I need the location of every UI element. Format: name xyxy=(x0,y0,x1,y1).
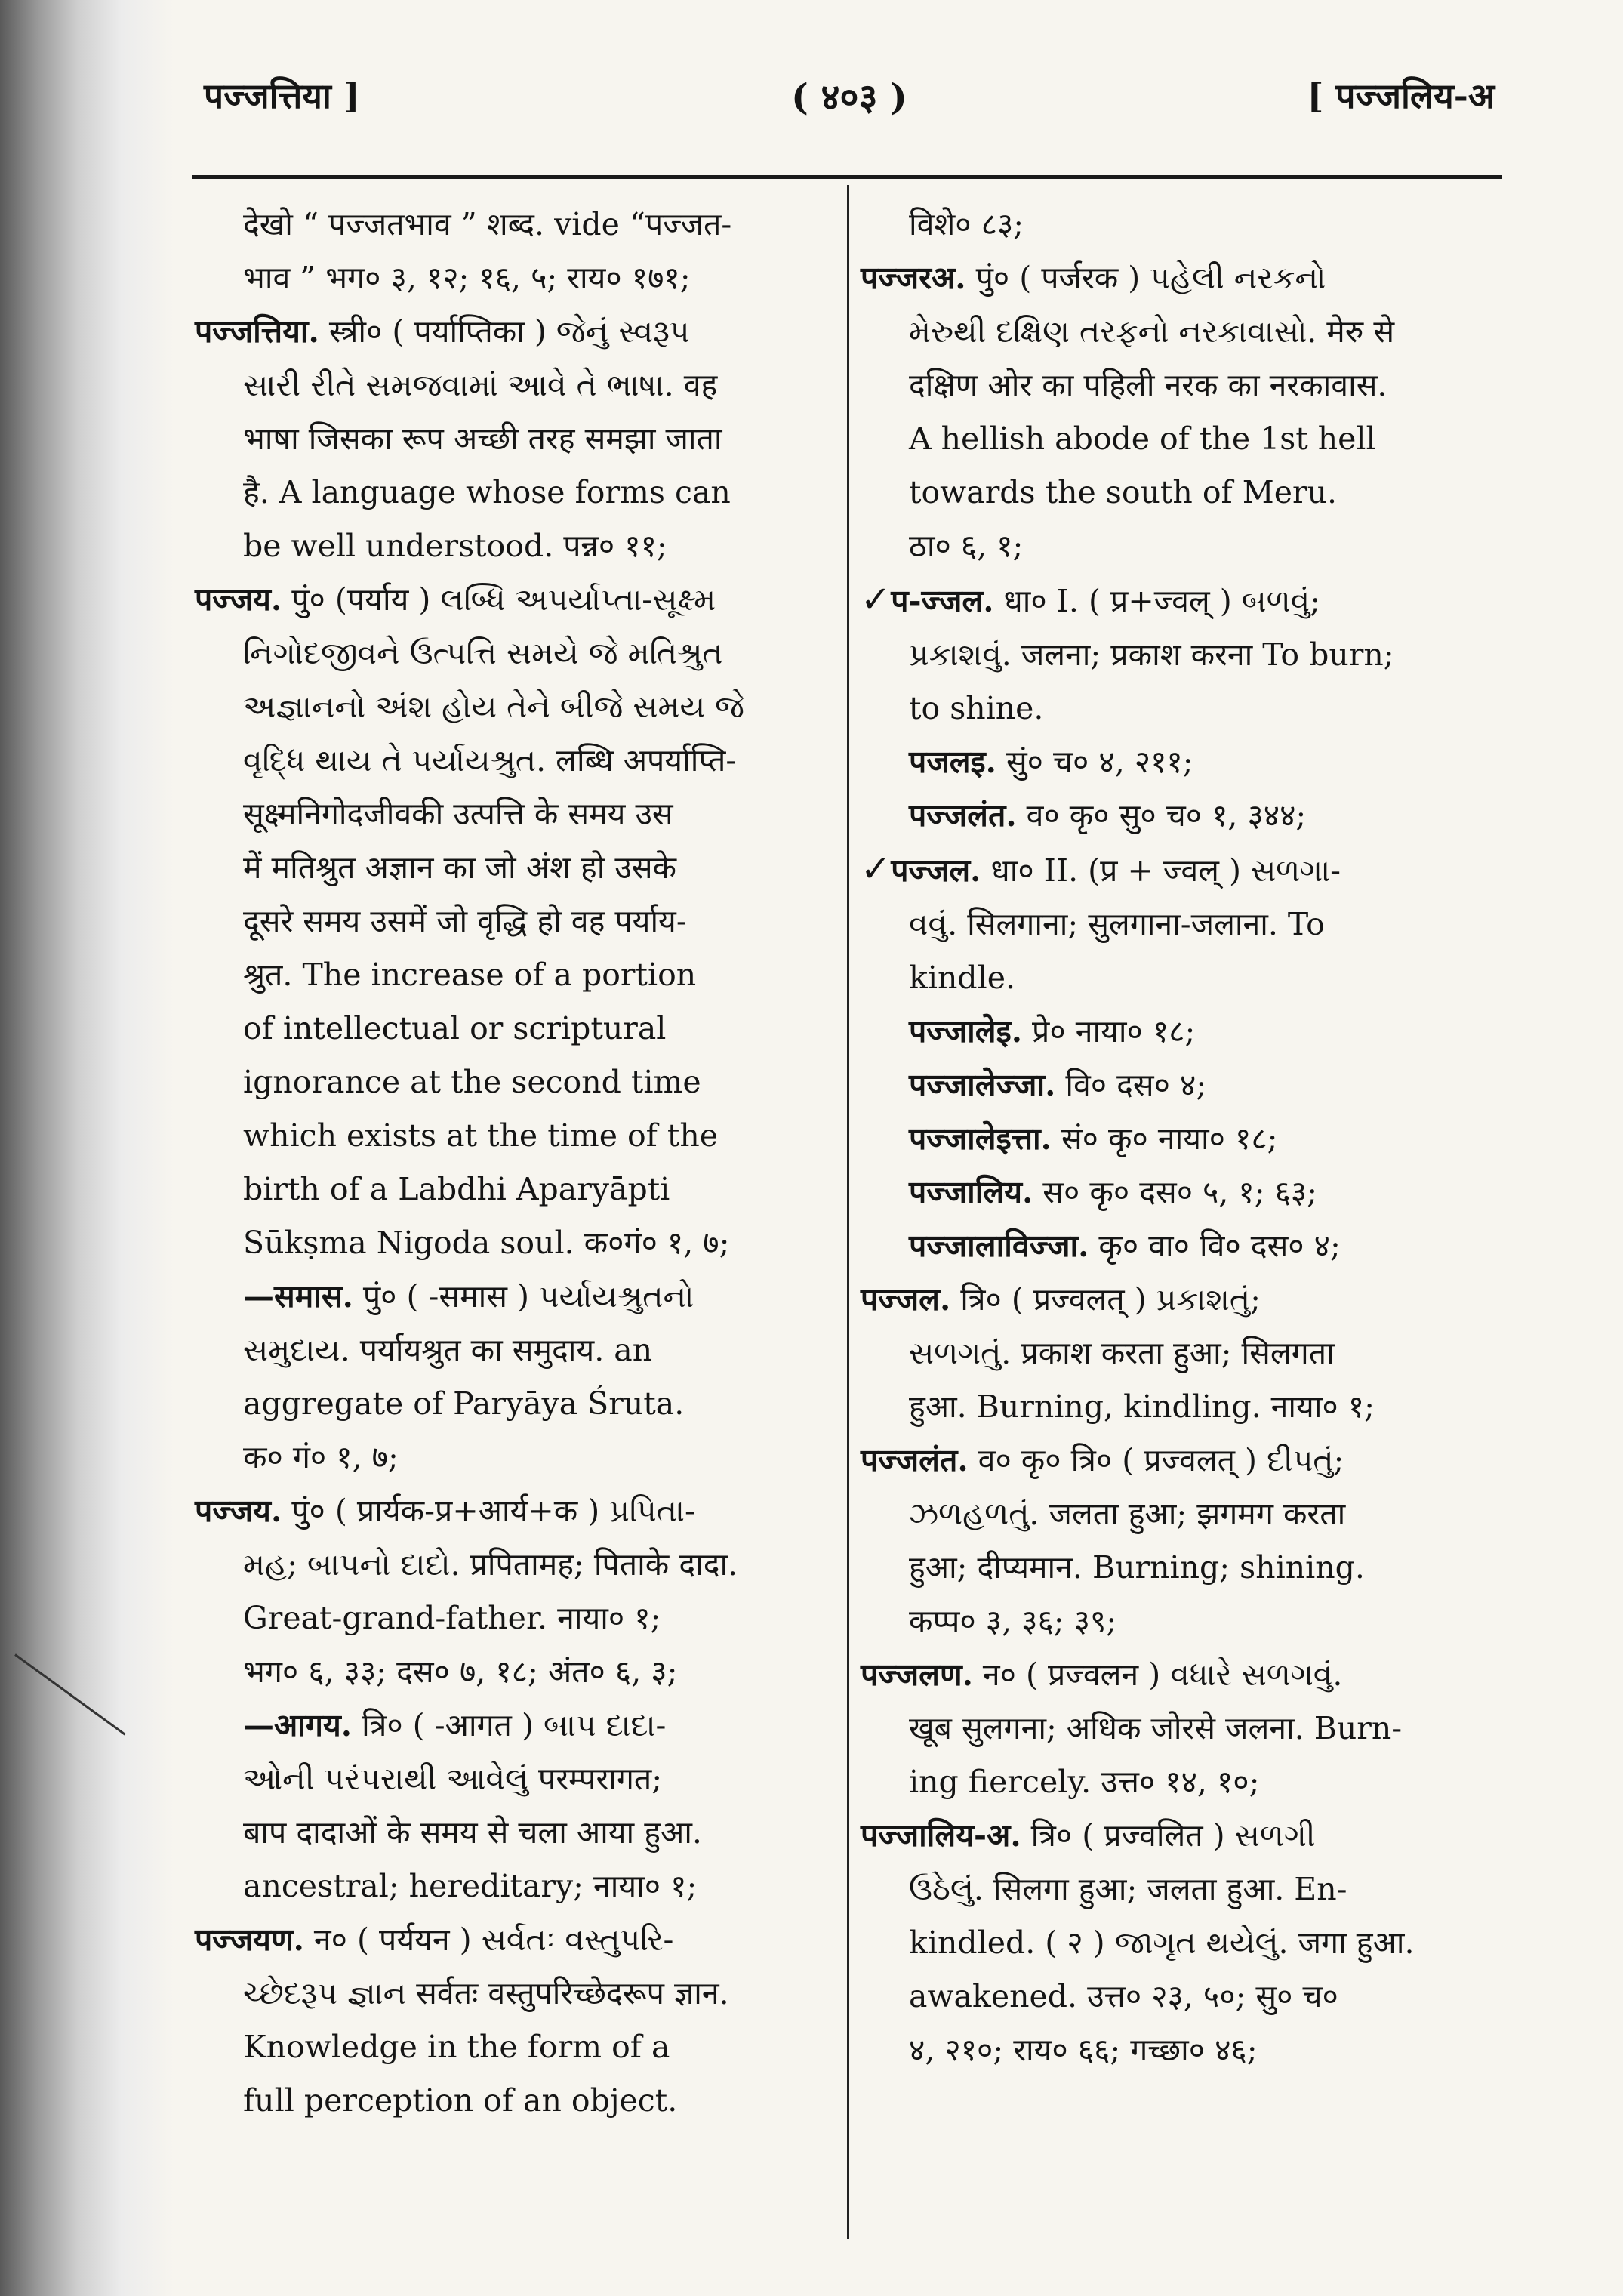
dictionary-headword-line xyxy=(861,1648,1487,1702)
entry-text: व० कृ० त्रि० ( प्रज्वलत् ) દીપતું; xyxy=(968,1442,1344,1478)
entry-text: श्रुत. The increase of a portion xyxy=(243,957,697,993)
dictionary-text-line xyxy=(195,1752,823,1806)
entry-text: पुं० ( -समास ) પર્યાયશ્રુતનો xyxy=(353,1278,694,1314)
entry-text: સારી રીતે સમજવામાં આવે તે ભાષા. वह xyxy=(243,367,718,403)
dictionary-text-line xyxy=(861,1380,1487,1434)
entry-text: ઓની પરંપરાથી આવેલું परम्परागत; xyxy=(243,1761,663,1797)
entry-text: सूक्ष्मनिगोदजीवकी उत्पत्ति के समय उस xyxy=(243,796,673,832)
dictionary-text-line xyxy=(195,1056,823,1109)
headword: पज्जल. xyxy=(891,852,981,889)
entry-text: birth of a Labdhi Aparyāpti xyxy=(243,1171,670,1207)
dictionary-text-line xyxy=(861,951,1487,1005)
entry-text: धा० I. ( प्र+ज्वल् ) બળવું; xyxy=(993,583,1321,619)
dictionary-text-line xyxy=(861,519,1487,573)
entry-text: भाव ” भग० ३, १२; १६, ५; राय० १७१; xyxy=(243,260,691,296)
entry-text: पुं० ( प्रार्यक-प्र+आर्य+क ) પ્રપિતા- xyxy=(282,1493,695,1529)
entry-text: कप्प० ३, ३६; ३९; xyxy=(909,1603,1117,1639)
dictionary-headword-line xyxy=(861,1434,1487,1487)
entry-text: towards the south of Meru. xyxy=(909,474,1338,510)
entry-text: Knowledge in the form of a xyxy=(243,2029,670,2065)
column-divider xyxy=(847,185,849,2239)
dictionary-text-line xyxy=(861,466,1487,519)
dictionary-text-line xyxy=(195,466,823,519)
entry-text: न० ( प्रज्वलन ) વધારે સળગવું. xyxy=(972,1657,1343,1693)
entry-text: kindle. xyxy=(909,960,1016,996)
dictionary-form-line xyxy=(861,735,1487,789)
entry-text: धा० II. (प्र + ज्वल् ) સળગા- xyxy=(981,852,1341,889)
headword: —समास. xyxy=(243,1278,353,1314)
dictionary-text-line xyxy=(195,1860,823,1913)
dictionary-headword-line xyxy=(195,1913,823,1967)
entry-text: ing fiercely. उत्त० १४, १०; xyxy=(909,1764,1260,1800)
entry-text: મહ; બાપનો દાદો. प्रपितामह; पिताके दादा. xyxy=(243,1546,738,1583)
entry-text: ancestral; hereditary; नाया० १; xyxy=(243,1868,698,1904)
headword: पज्जालिय. xyxy=(909,1174,1033,1210)
dictionary-form-line xyxy=(861,1219,1487,1273)
checkmark-icon: ✓ xyxy=(861,578,892,621)
dictionary-headword-line xyxy=(195,305,823,359)
dictionary-form-line xyxy=(861,1005,1487,1059)
entry-text: ठा० ६, १; xyxy=(909,528,1024,564)
dictionary-text-line xyxy=(195,251,823,305)
entry-text: of intellectual or scriptural xyxy=(243,1010,667,1046)
dictionary-text-line xyxy=(195,1538,823,1592)
dictionary-text-line xyxy=(861,305,1487,359)
dictionary-text-line xyxy=(195,1002,823,1056)
headword: पज्जय. xyxy=(195,581,282,618)
book-spine-shadow xyxy=(0,0,174,2296)
entry-text: पुं० ( पर्जरक ) પહેલી નરકનો xyxy=(965,260,1326,296)
dictionary-text-line xyxy=(861,2023,1487,2077)
entry-text: हुआ. Burning, kindling. नाया० १; xyxy=(909,1388,1375,1425)
entry-text: न० ( पर्ययन ) સર્વતઃ વસ્તુપરિ- xyxy=(303,1922,674,1958)
headword: पज्जालाविज्जा. xyxy=(909,1228,1089,1264)
entry-text: क० गं० १, ७; xyxy=(243,1439,399,1475)
headword: पज्जालेज्जा. xyxy=(909,1067,1056,1103)
entry-text: वि० दस० ४; xyxy=(1055,1067,1207,1103)
entry-text: awakened. उत्त० २३, ५०; सु० च० xyxy=(909,1978,1338,2014)
dictionary-text-line xyxy=(861,359,1487,412)
dictionary-headword-line xyxy=(195,1484,823,1538)
entry-text: aggregate of Paryāya Śruta. xyxy=(243,1385,685,1422)
dictionary-form-line xyxy=(861,1166,1487,1219)
dictionary-text-line xyxy=(861,898,1487,951)
entry-text: A hellish abode of the 1st hell xyxy=(909,421,1376,457)
headword: पज्जालेइ. xyxy=(909,1013,1022,1049)
entry-text: दूसरे समय उसमें जो वृद्धि हो वह पर्याय- xyxy=(243,903,687,939)
dictionary-headword-line xyxy=(861,843,1487,898)
header-left-guideword: पज्जत्तिया ] xyxy=(204,76,360,116)
headword: पजलइ. xyxy=(909,744,996,780)
entry-text: पुं० (पर्याय ) લબ્ધિ અપર્યાપ્તા-સૂક્ષ્મ xyxy=(282,581,716,618)
dictionary-text-line xyxy=(861,1916,1487,1970)
entry-text: हुआ; दीप्यमान. Burning; shining. xyxy=(909,1549,1365,1586)
dictionary-text-line xyxy=(861,682,1487,735)
entry-text: નિગોદજીવને ઉત્પત્તિ સમયે જે મતિશ્રુત xyxy=(243,635,723,671)
dictionary-form-line xyxy=(861,1059,1487,1112)
entry-text: स्त्री० ( पर्याप्तिका ) જેનું સ્વરૂપ xyxy=(319,313,690,350)
entry-text: में मतिश्रुत अज्ञान का जो अंश हो उसके xyxy=(243,849,677,886)
headword: पज्जलंत. xyxy=(861,1442,969,1478)
entry-text: અજ્ઞાનનો અંશ હોય તેને બીજે સમય જે xyxy=(243,689,744,725)
dictionary-text-line xyxy=(861,1755,1487,1809)
entry-text: ४, २१०; राय० ६६; गच्छा० ४६; xyxy=(909,2032,1258,2068)
headword: पज्जलण. xyxy=(861,1657,973,1693)
left-column xyxy=(195,198,823,2128)
headword: —आगय. xyxy=(243,1707,353,1743)
dictionary-text-line xyxy=(195,2074,823,2128)
dictionary-text-line xyxy=(861,1487,1487,1541)
checkmark-icon: ✓ xyxy=(861,848,892,890)
headword: पज्जय. xyxy=(195,1493,282,1529)
headword: प-ज्जल. xyxy=(891,583,994,619)
dictionary-text-line xyxy=(861,1595,1487,1648)
dictionary-text-line xyxy=(195,680,823,734)
dictionary-text-line xyxy=(195,1216,823,1270)
dictionary-text-line xyxy=(195,519,823,573)
dictionary-text-line xyxy=(861,412,1487,466)
headword: पज्जयण. xyxy=(195,1922,304,1958)
dictionary-text-line xyxy=(195,1645,823,1699)
dictionary-text-line xyxy=(861,1327,1487,1380)
dictionary-form-line xyxy=(861,1112,1487,1166)
entry-text: Great-grand-father. नाया० १; xyxy=(243,1600,661,1636)
entry-text: સમુદાય. पर्यायश्रुत का समुदाय. an xyxy=(243,1332,653,1368)
dictionary-text-line xyxy=(195,734,823,787)
headword: पज्जरअ. xyxy=(861,260,966,296)
dictionary-text-line xyxy=(861,1863,1487,1916)
entry-text: be well understood. पन्न० ११; xyxy=(243,528,667,564)
dictionary-headword-line xyxy=(195,573,823,627)
entry-text: પ્રકાશવું. जलना; प्रकाश करना To burn; xyxy=(909,636,1394,673)
entry-text: है. A language whose forms can xyxy=(243,474,731,510)
entry-text: खूब सुलगना; अधिक जोरसे जलना. Burn- xyxy=(909,1710,1403,1746)
dictionary-text-line xyxy=(195,412,823,466)
entry-text: त्रि० ( प्रज्वलित ) સળગી xyxy=(1021,1817,1316,1854)
dictionary-text-line xyxy=(861,198,1487,251)
dictionary-text-line xyxy=(195,1431,823,1484)
headword: पज्जलंत. xyxy=(909,797,1017,834)
entry-text: कृ० वा० वि० दस० ४; xyxy=(1089,1228,1341,1264)
dictionary-subentry-line xyxy=(195,1270,823,1324)
entry-text: भाषा जिसका रूप अच्छी तरह समझा जाता xyxy=(243,421,722,457)
entry-text: સળગતું. प्रकाश करता हुआ; सिलगता xyxy=(909,1335,1335,1371)
entry-text: दक्षिण ओर का पहिली नरक का नरकावास. xyxy=(909,367,1387,403)
entry-text: देखो “ पज्जतभाव ” शब्द. vide “पज्जत- xyxy=(243,206,732,242)
entry-text: स० कृ० दस० ५, १; ६३; xyxy=(1033,1174,1318,1210)
dictionary-text-line xyxy=(195,841,823,895)
dictionary-text-line xyxy=(861,628,1487,682)
entry-text: बाप दादाओं के समय से चला आया हुआ. xyxy=(243,1814,702,1851)
entry-text: ઝળહળતું. जलता हुआ; झगमग करता xyxy=(909,1496,1346,1532)
dictionary-form-line xyxy=(861,789,1487,843)
dictionary-text-line xyxy=(195,1163,823,1216)
right-column xyxy=(861,198,1487,2077)
entry-text: to shine. xyxy=(909,690,1044,726)
dictionary-text-line xyxy=(195,1109,823,1163)
page-header xyxy=(204,72,1495,125)
header-rule xyxy=(192,175,1502,179)
entry-text: त्रि० ( प्रज्वलत् ) પ્રકાશતું; xyxy=(950,1281,1261,1318)
entry-text: full perception of an object. xyxy=(243,2082,678,2119)
entry-text: વૃદ્ધિ થાય તે પર્યાયશ્રુત. लब्धि अपर्याप्ति- xyxy=(243,742,737,778)
entry-text: ignorance at the second time xyxy=(243,1064,701,1100)
entry-text: મેરુથી દક્ષિણ તરફનો નરકાવાસો. मेरु से xyxy=(909,313,1395,350)
dictionary-text-line xyxy=(195,627,823,680)
dictionary-text-line xyxy=(195,1806,823,1860)
entry-text: which exists at the time of the xyxy=(243,1117,719,1154)
dictionary-headword-line xyxy=(861,1273,1487,1327)
dictionary-text-line xyxy=(195,1967,823,2020)
dictionary-text-line xyxy=(861,1702,1487,1755)
dictionary-text-line xyxy=(195,1377,823,1431)
entry-text: सं० कृ० नाया० १८; xyxy=(1051,1120,1278,1157)
headword: पज्जल. xyxy=(861,1281,951,1318)
dictionary-headword-line xyxy=(861,251,1487,305)
entry-text: kindled. ( २ ) જાગૃત થયેલું. जगा हुआ. xyxy=(909,1925,1415,1961)
dictionary-text-line xyxy=(195,198,823,251)
dictionary-subentry-line xyxy=(195,1699,823,1752)
headword: पज्जालिय-अ. xyxy=(861,1817,1021,1854)
entry-text: ચ્છેદરૂપ જ્ઞાન सर्वतः वस्तुपरिच्छेदरूप ज्ञान. xyxy=(243,1975,729,2011)
dictionary-text-line xyxy=(195,895,823,948)
entry-text: વવું. सिलगाना; सुलगाना-जलाना. To xyxy=(909,906,1325,942)
dictionary-text-line xyxy=(861,1541,1487,1595)
dictionary-headword-line xyxy=(861,573,1487,628)
entry-text: भग० ६, ३३; दस० ७, १८; अंत० ६, ३; xyxy=(243,1653,678,1690)
dictionary-text-line xyxy=(195,948,823,1002)
entry-text: सुं० च० ४, २११; xyxy=(996,744,1193,780)
header-right-guideword: [ पज्जलिय-अ xyxy=(1307,76,1495,116)
entry-text: Sūkṣma Nigoda soul. क०गं० १, ७; xyxy=(243,1225,730,1261)
dictionary-text-line xyxy=(861,1970,1487,2023)
dictionary-text-line xyxy=(195,1324,823,1377)
dictionary-text-line xyxy=(195,2020,823,2074)
entry-text: त्रि० ( -आगत ) બાપ દાદા- xyxy=(352,1707,667,1743)
headword: पज्जालेइत्ता. xyxy=(909,1120,1052,1157)
headword: पज्जत्तिया. xyxy=(195,313,319,350)
page-number: ( ४०३ ) xyxy=(791,76,907,119)
entry-text: व० कृ० सु० च० १, ३४४; xyxy=(1016,797,1307,834)
entry-text: विशे० ८३; xyxy=(909,206,1024,242)
dictionary-headword-line xyxy=(861,1809,1487,1863)
entry-text: प्रे० नाया० १८; xyxy=(1021,1013,1196,1049)
dictionary-text-line xyxy=(195,787,823,841)
entry-text: ઉઠેલું. सिलगा हुआ; जलता हुआ. En- xyxy=(909,1871,1347,1907)
dictionary-text-line xyxy=(195,1592,823,1645)
dictionary-text-line xyxy=(195,359,823,412)
